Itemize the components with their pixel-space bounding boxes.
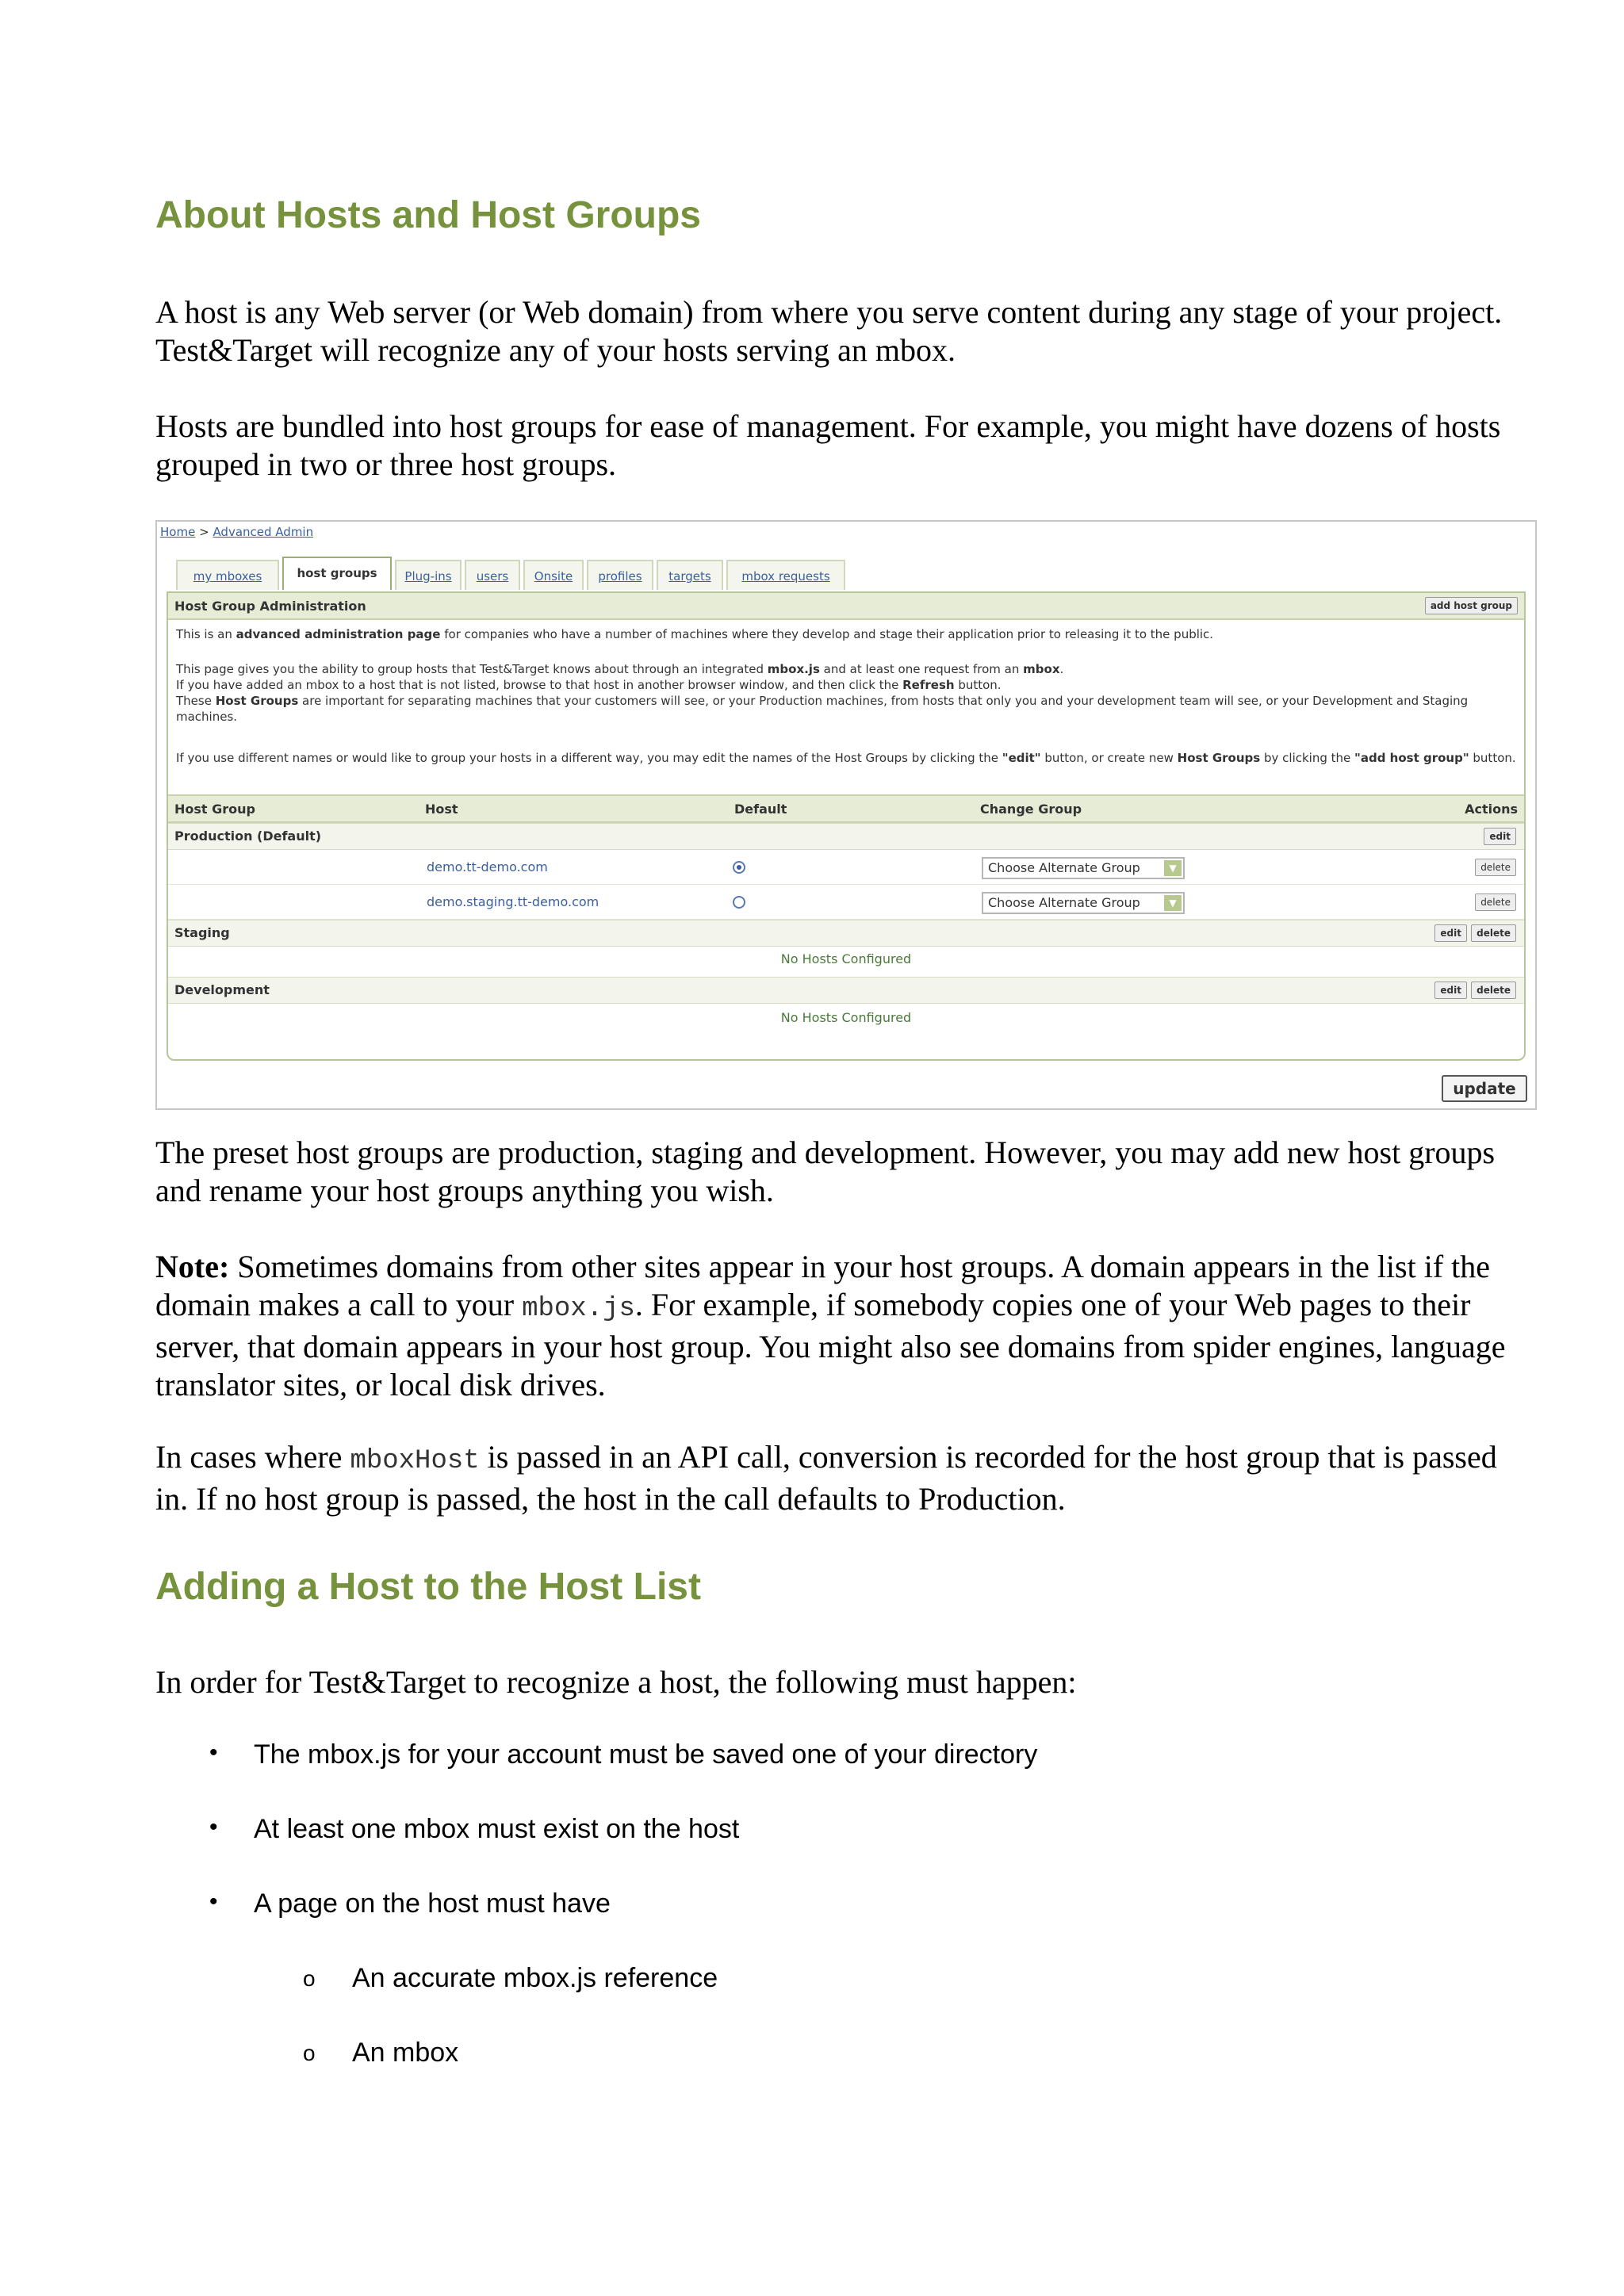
list-item-text: The mbox.js for your account must be saved one of your directory <box>254 1739 1038 1770</box>
tab-profiles[interactable] <box>587 560 653 590</box>
desc-text: If you use different names or would like to group your hosts in a different way, you may edit the names of the Host Groups by clicking the <box>176 751 1002 765</box>
column-change-group: Change Group <box>980 802 1082 817</box>
column-actions: Actions <box>1465 802 1518 817</box>
chevron-down-icon: ▼ <box>1164 860 1182 876</box>
tab-label: profiles <box>598 569 642 584</box>
desc-text: button. <box>1469 751 1516 765</box>
desc-bold: Host Groups <box>1177 751 1261 765</box>
group-row-staging <box>168 920 1524 947</box>
desc-bold: Host Groups <box>215 694 299 708</box>
tab-label: Onsite <box>534 569 573 584</box>
section-heading-adding-host: Adding a Host to the Host List <box>155 1566 701 1608</box>
breadcrumb <box>160 525 313 539</box>
desc-text: button, or create new <box>1040 751 1178 765</box>
group-name: Development <box>174 982 270 997</box>
paragraph-recognize-intro: In order for Test&Target to recognize a host, the following must happen: <box>155 1664 1077 1700</box>
hollow-bullet-icon: o <box>303 2041 316 2065</box>
group-name: Production (Default) <box>174 828 322 844</box>
no-hosts-development: No Hosts Configured <box>780 1010 912 1025</box>
tab-label: host groups <box>297 566 377 580</box>
admin-description-2 <box>176 661 1516 725</box>
tab-mbox-requests[interactable] <box>726 560 845 590</box>
paragraph-preset-groups: The preset host groups are production, staging and development. However, you may add new host groups and rename your host groups anything you wish. <box>155 1135 1496 1208</box>
update-button[interactable]: update <box>1442 1075 1527 1102</box>
tab-label: Plug-ins <box>404 569 452 584</box>
column-default: Default <box>734 802 787 817</box>
desc-bold: "edit" <box>1002 751 1041 765</box>
desc-text: . <box>1059 662 1064 676</box>
tab-users[interactable] <box>465 560 520 590</box>
edit-button[interactable]: edit <box>1434 924 1467 942</box>
section-heading-about-hosts: About Hosts and Host Groups <box>155 194 701 236</box>
panel-title: Host Group Administration <box>174 599 366 614</box>
desc-text: for companies who have a number of machines where they develop and stage their application prior to releasing it to the public. <box>440 627 1214 641</box>
bullet-icon: • <box>209 1888 218 1915</box>
change-group-select[interactable] <box>982 857 1185 879</box>
desc-text: This page gives you the ability to group hosts that Test&Target knows about through an integrated <box>176 662 768 676</box>
no-hosts-staging: No Hosts Configured <box>780 951 912 966</box>
desc-text: This is an <box>176 627 236 641</box>
tab-my-mboxes[interactable] <box>176 560 279 590</box>
group-row-development <box>168 977 1524 1004</box>
select-value: Choose Alternate Group <box>988 895 1140 910</box>
tab-targets[interactable] <box>657 560 723 590</box>
tab-label: users <box>476 569 509 584</box>
tab-plug-ins[interactable] <box>395 560 462 590</box>
host-groups-screenshot <box>155 520 1537 1110</box>
group-name: Staging <box>174 925 230 940</box>
host-group-admin-panel <box>167 591 1526 1061</box>
inline-code: mboxHost <box>350 1446 480 1476</box>
admin-description-1 <box>176 626 1516 642</box>
host-name: demo.tt-demo.com <box>427 859 548 874</box>
paragraph-text: is passed in an API call, conversion is recorded for the host group that is passed in. If no host group is passed, the host in the call defaults to Production. <box>155 1439 1497 1517</box>
hollow-bullet-icon: o <box>303 1966 316 1991</box>
desc-text: are important for separating machines that your customers will see, or your Production machines, from hosts that only you and your development team will see, or your Development and Staging machines. <box>176 694 1469 724</box>
paragraph-host-definition: A host is any Web server (or Web domain) from where you serve content during any stage of your project. Test&Target will recognize any of your hosts serving an mbox. <box>155 294 1503 368</box>
delete-button[interactable]: delete <box>1471 924 1516 942</box>
admin-description-3 <box>176 750 1516 766</box>
desc-bold: advanced administration page <box>236 627 441 641</box>
default-radio[interactable] <box>733 861 745 874</box>
delete-button[interactable]: delete <box>1471 982 1516 999</box>
paragraph-mboxhost <box>155 1438 1519 1518</box>
host-row <box>168 850 1524 885</box>
desc-text: These <box>176 694 216 708</box>
desc-bold: Refresh <box>902 678 955 692</box>
desc-text: button. <box>954 678 1002 692</box>
tab-label: mbox requests <box>741 569 830 584</box>
list-item-text: An accurate mbox.js reference <box>352 1963 718 1993</box>
breadcrumb-separator: > <box>199 525 209 539</box>
sub-list-item <box>303 1963 718 1994</box>
note-label: Note: <box>155 1249 230 1284</box>
note-code: mbox.js <box>522 1294 635 1324</box>
sub-list-item <box>303 2038 459 2068</box>
host-name: demo.staging.tt-demo.com <box>427 894 599 909</box>
change-group-select[interactable] <box>982 892 1185 914</box>
tab-label: targets <box>668 569 711 584</box>
note-text: Sometimes domains from other sites appear in your host groups. A domain appears in the list if the domain makes a call to your <box>155 1249 1491 1322</box>
edit-button[interactable]: edit <box>1434 982 1467 999</box>
host-row <box>168 885 1524 920</box>
bullet-icon: • <box>209 1739 218 1766</box>
desc-bold: mbox.js <box>767 662 820 676</box>
list-item-text: A page on the host must have <box>254 1888 611 1919</box>
desc-text: If you have added an mbox to a host that is not listed, browse to that host in another browser window, and then click the <box>176 678 903 692</box>
panel-header <box>168 593 1524 620</box>
note-text: . For example, if somebody copies one of your Web pages to their server, that domain appears in your host group. You might also see domains from spider engines, language translator sites, or local disk drives. <box>155 1287 1506 1402</box>
chevron-down-icon: ▼ <box>1164 895 1182 911</box>
column-host: Host <box>425 802 458 817</box>
desc-text: and at least one request from an <box>819 662 1024 676</box>
add-host-group-button[interactable]: add host group <box>1425 597 1518 614</box>
desc-bold: "add host group" <box>1354 751 1469 765</box>
paragraph-host-groups: Hosts are bundled into host groups for ease of management. For example, you might have dozens of hosts grouped in two or three host groups. <box>155 408 1501 482</box>
group-row-production <box>168 823 1524 850</box>
list-item <box>209 1739 1038 1770</box>
desc-bold: mbox <box>1023 662 1060 676</box>
delete-button[interactable]: delete <box>1475 894 1516 911</box>
list-item-text: At least one mbox must exist on the host <box>254 1814 740 1844</box>
paragraph-text: In cases where <box>155 1439 350 1475</box>
list-item <box>209 1888 611 1919</box>
bullet-icon: • <box>209 1814 218 1840</box>
list-item <box>209 1814 740 1845</box>
breadcrumb-home-link[interactable]: Home <box>160 525 196 539</box>
tab-onsite[interactable] <box>523 560 584 590</box>
column-host-group: Host Group <box>174 802 255 817</box>
default-radio[interactable] <box>733 896 745 909</box>
delete-button[interactable]: delete <box>1475 859 1516 876</box>
tab-host-groups[interactable] <box>282 557 392 590</box>
edit-button[interactable]: edit <box>1484 828 1516 845</box>
list-item-text: An mbox <box>352 2038 459 2068</box>
paragraph-note <box>155 1248 1519 1404</box>
tab-label: my mboxes <box>193 569 262 584</box>
host-table-header <box>168 794 1524 823</box>
select-value: Choose Alternate Group <box>988 860 1140 875</box>
breadcrumb-advanced-admin-link[interactable]: Advanced Admin <box>213 525 314 539</box>
desc-text: by clicking the <box>1260 751 1355 765</box>
